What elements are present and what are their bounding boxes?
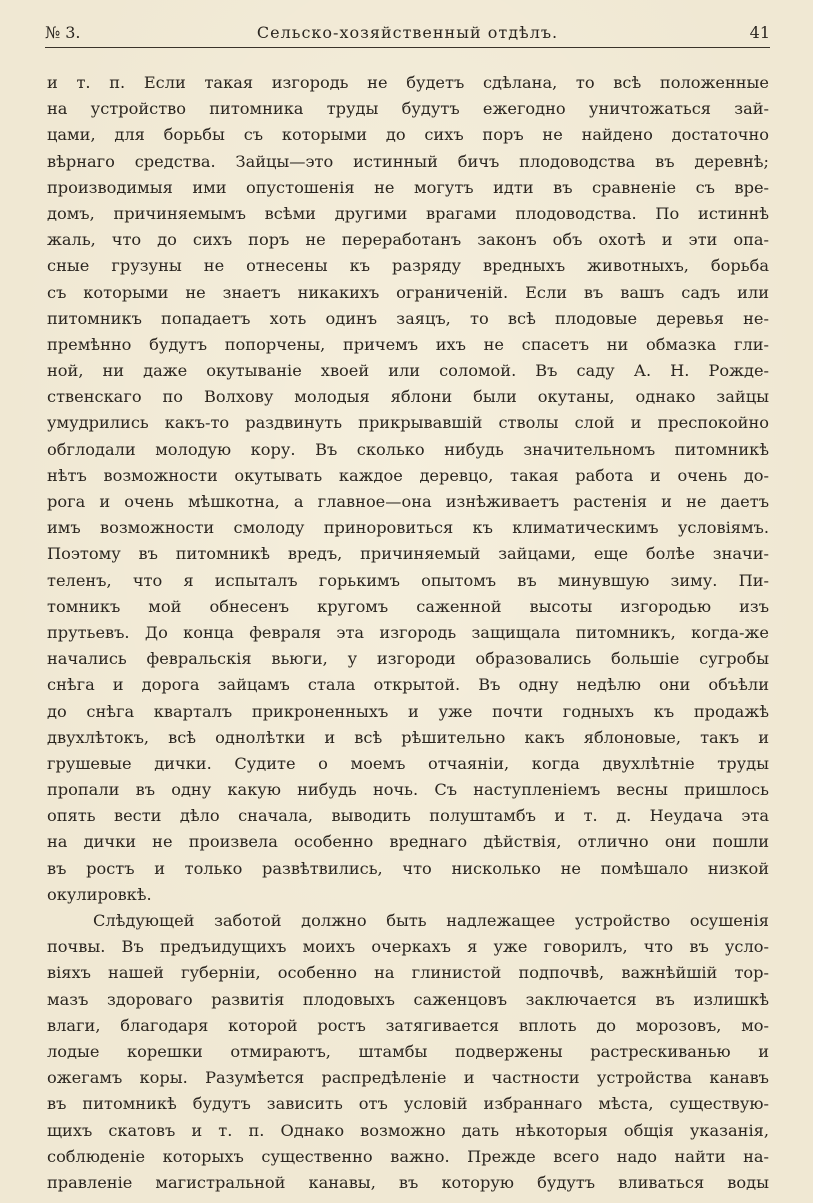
text-line: почвы. Въ предъидущихъ моихъ очеркахъ я уже говорилъ, что въ усло-: [47, 937, 769, 957]
text-line: начались февральскія вьюги, у изгороди образовались большіе сугробы: [47, 649, 769, 669]
body-text: [47, 70, 769, 1196]
header-rule: [45, 47, 770, 48]
text-line: соблюденіе которыхъ существенно важно. Прежде всего надо найти на-: [47, 1146, 769, 1166]
text-line: правленіе магистральной канавы, въ которую будутъ вливаться воды: [47, 1172, 769, 1192]
text-line: щихъ скатовъ и т. п. Однако возможно дать нѣкоторыя общія указанія,: [47, 1120, 769, 1140]
text-line: влаги, благодаря которой ростъ затягивается вплоть до морозовъ, мо-: [47, 1015, 769, 1035]
running-header: [45, 20, 770, 46]
paragraph: [47, 908, 769, 1196]
text-line: питомникъ попадаетъ хоть одинъ заяцъ, то всѣ плодовые деревья не-: [47, 308, 769, 328]
text-line: премѣнно будутъ попорчены, причемъ ихъ не спасетъ ни обмазка гли-: [47, 334, 769, 354]
text-line: ственскаго по Волхову молодыя яблони были окутаны, однако зайцы: [47, 387, 769, 407]
text-line: грушевые дички. Судите о моемъ отчаяніи, когда двухлѣтніе труды: [47, 753, 769, 773]
paragraph: [47, 70, 769, 908]
text-line: теленъ, что я испыталъ горькимъ опытомъ въ минувшую зиму. Пи-: [47, 570, 769, 590]
text-line: на дички не произвела особенно вреднаго дѣйствія, отлично они пошли: [47, 832, 769, 852]
issue-number: № 3.: [45, 23, 81, 42]
text-line: жаль, что до сихъ поръ не переработанъ законъ объ охотѣ и эти опа-: [47, 230, 769, 250]
text-line: до снѣга кварталъ прикроненныхъ и уже почти годныхъ къ продажѣ: [47, 701, 769, 721]
text-line: цами, для борьбы съ которыми до сихъ поръ не найдено достаточно: [47, 125, 769, 145]
text-line: въ ростъ и только развѣтвились, что нисколько не помѣшало низкой: [47, 858, 769, 878]
text-line: вѣрнаго средства. Зайцы—это истинный бичъ плодоводства въ деревнѣ;: [47, 151, 769, 171]
text-line: производимыя ими опустошенія не могутъ идти въ сравненіе съ вре-: [47, 177, 769, 197]
text-line: обглодали молодую кору. Въ сколько нибудь значительномъ питомникѣ: [47, 439, 769, 459]
text-line: Слѣдующей заботой должно быть надлежащее устройство осушенія: [93, 911, 769, 930]
text-line: томникъ мой обнесенъ кругомъ саженной высоты изгородью изъ: [47, 596, 769, 616]
text-line: домъ, причиняемымъ всѣми другими врагами плодоводства. По истиннѣ: [47, 203, 769, 223]
text-line: ной, ни даже окутываніе хвоей или соломой. Въ саду А. Н. Рожде-: [47, 361, 769, 381]
text-line: прутьевъ. До конца февраля эта изгородь защищала питомникъ, когда-же: [47, 622, 769, 642]
text-line: лодые корешки отмираютъ, штамбы подвержены растрескиванью и: [47, 1041, 769, 1061]
section-title: Сельско-хозяйственный отдѣлъ.: [256, 23, 559, 42]
text-line: сные грузуны не отнесены къ разряду вредныхъ животныхъ, борьба: [47, 256, 769, 276]
page-number: 41: [749, 23, 770, 42]
text-line: віяхъ нашей губерніи, особенно на глинистой подпочвѣ, важнѣйшій тор-: [47, 963, 769, 983]
text-line: снѣга и дорога зайцамъ стала открытой. Въ одну недѣлю они объѣли: [47, 675, 769, 695]
text-line: съ которыми не знаетъ никакихъ ограниченій. Если въ вашъ садъ или: [47, 282, 769, 302]
text-line: на устройство питомника труды будутъ ежегодно уничтожаться зай-: [47, 99, 769, 119]
text-line: и т. п. Если такая изгородь не будетъ сдѣлана, то всѣ положенные: [47, 73, 769, 92]
text-line: пропали въ одну какую нибудь ночь. Съ наступленіемъ весны пришлось: [47, 780, 769, 800]
text-line: рога и очень мѣшкотна, а главное—она изнѣживаетъ растенія и не даетъ: [47, 492, 769, 511]
text-line: въ питомникѣ будутъ зависить отъ условій избраннаго мѣста, существую-: [47, 1094, 769, 1114]
text-line: Поэтому въ питомникѣ вредъ, причиняемый зайцами, еще болѣе значи-: [47, 544, 769, 564]
text-line: опять вести дѣло сначала, выводить полуштамбъ и т. д. Неудача эта: [47, 806, 769, 826]
text-line: нѣтъ возможности окутывать каждое деревцо, такая работа и очень до-: [47, 465, 769, 485]
text-line: мазъ здороваго развитія плодовыхъ саженцовъ заключается въ излишкѣ: [47, 989, 769, 1009]
text-line: умудрились какъ-то раздвинуть прикрывавшій стволы слой и преспокойно: [47, 413, 769, 433]
text-line: двухлѣтокъ, всѣ однолѣтки и всѣ рѣшительно какъ яблоновые, такъ и: [47, 727, 769, 747]
text-line: ожегамъ коры. Разумѣется распредѣленіе и частности устройства канавъ: [47, 1068, 769, 1088]
text-line: окулировкѣ.: [47, 884, 152, 904]
text-line: имъ возможности смолоду приноровиться къ климатическимъ условіямъ.: [47, 518, 769, 538]
